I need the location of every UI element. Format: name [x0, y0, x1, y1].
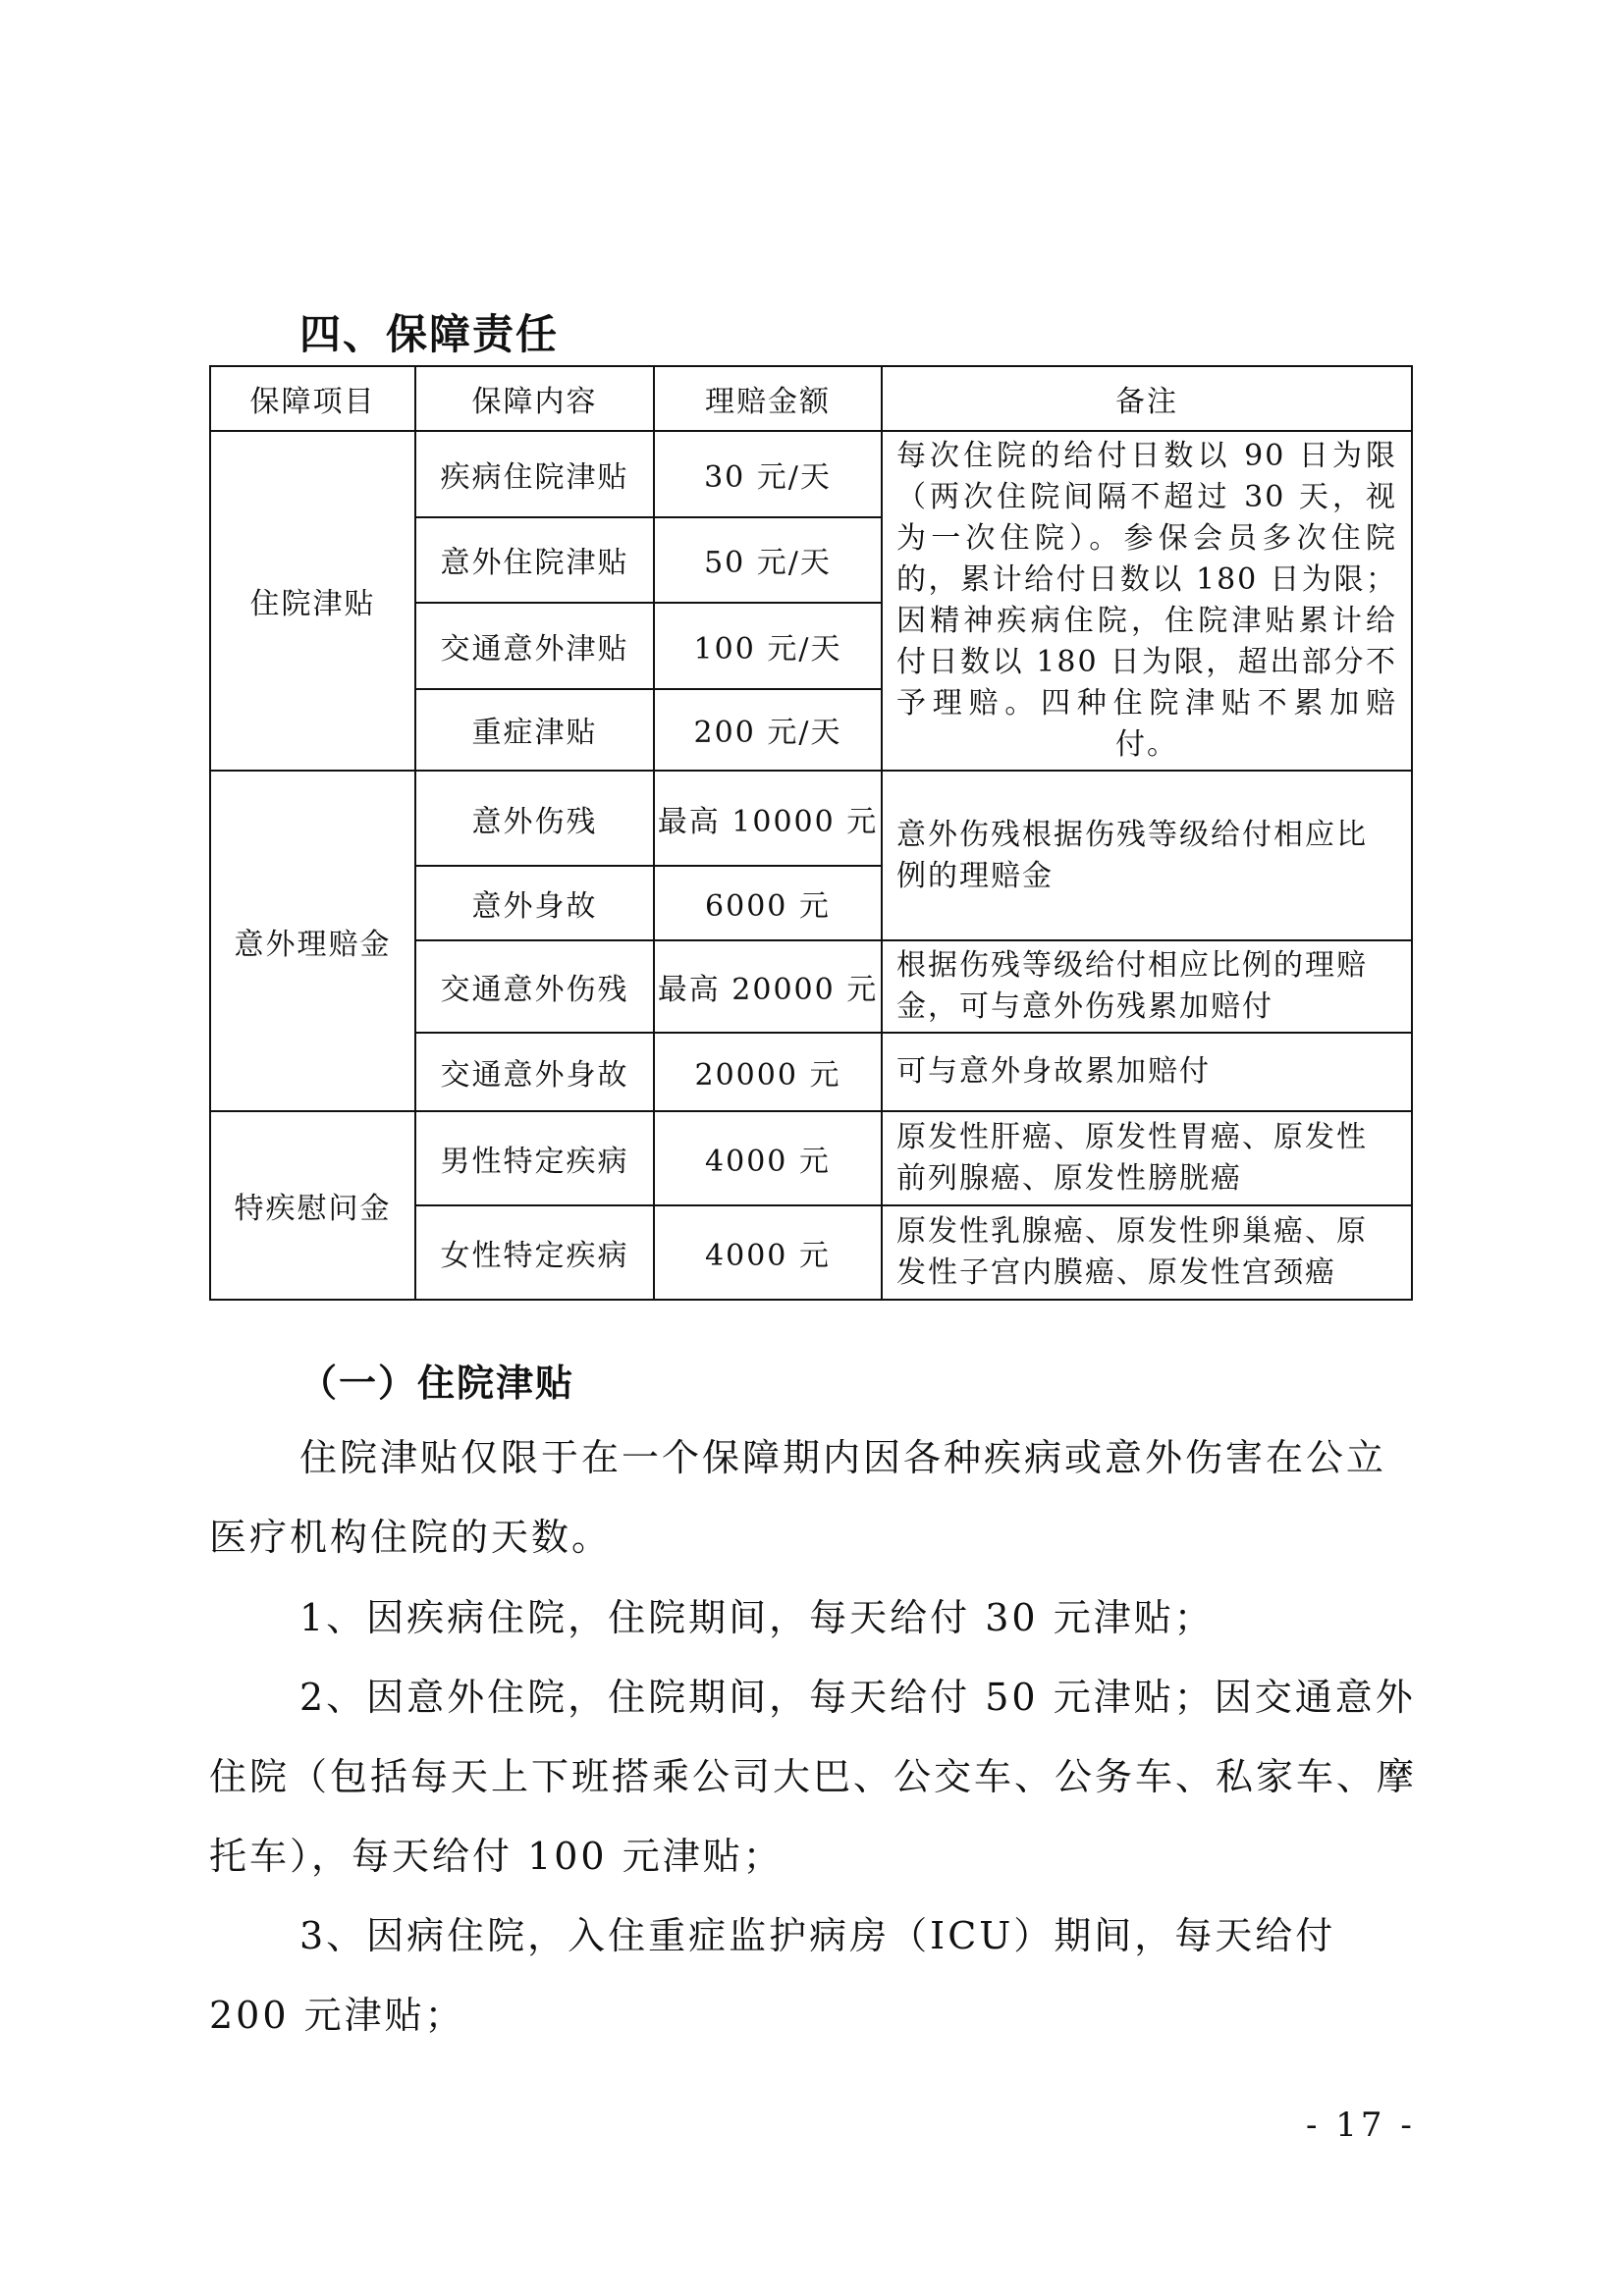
amount-cell: 4000 元	[654, 1111, 882, 1205]
item-cell: 男性特定疾病	[415, 1111, 654, 1205]
header-category: 保障项目	[210, 366, 415, 431]
page-number: - 17 -	[1306, 2106, 1416, 2145]
item-cell: 交通意外伤残	[415, 940, 654, 1033]
amount-cell: 20000 元	[654, 1033, 882, 1111]
amount-cell: 最高 20000 元	[654, 940, 882, 1033]
note-cell: 原发性肝癌、原发性胃癌、原发性前列腺癌、原发性膀胱癌	[882, 1111, 1412, 1205]
amount-cell: 50 元/天	[654, 517, 882, 604]
note-cell: 可与意外身故累加赔付	[882, 1033, 1412, 1111]
category-cell: 特疾慰问金	[210, 1111, 415, 1300]
amount-cell: 30 元/天	[654, 431, 882, 517]
amount-cell: 最高 10000 元	[654, 771, 882, 866]
header-amount: 理赔金额	[654, 366, 882, 431]
note-cell: 每次住院的给付日数以 90 日为限（两次住院间隔不超过 30 天，视为一次住院）。参保会员多次住院的，累计给付日数以 180 日为限；因精神疾病住院，住院津贴累计给付日数以 180 日为限，超出部分不予理赔。四种住院津贴不累加赔付。	[882, 431, 1412, 771]
note-cell: 原发性乳腺癌、原发性卵巢癌、原发性子宫内膜癌、原发性宫颈癌	[882, 1205, 1412, 1300]
paragraph: 3、因病住院，入住重症监护病房（ICU）期间，每天给付 200 元津贴；	[209, 1914, 1336, 2037]
table-row	[210, 771, 1412, 866]
category-cell: 意外理赔金	[210, 771, 415, 1111]
amount-cell: 6000 元	[654, 866, 882, 940]
note-cell: 根据伤残等级给付相应比例的理赔金，可与意外伤残累加赔付	[882, 940, 1412, 1033]
table-row	[210, 1111, 1412, 1205]
note-cell: 意外伤残根据伤残等级给付相应比例的理赔金	[882, 771, 1412, 940]
amount-cell: 4000 元	[654, 1205, 882, 1300]
coverage-table	[209, 365, 1413, 1301]
item-cell: 意外身故	[415, 866, 654, 940]
item-cell: 重症津贴	[415, 689, 654, 771]
item-cell: 交通意外身故	[415, 1033, 654, 1111]
amount-cell: 100 元/天	[654, 603, 882, 689]
category-cell: 住院津贴	[210, 431, 415, 771]
paragraph: 1、因疾病住院，住院期间，每天给付 30 元津贴；	[299, 1596, 1215, 1639]
item-cell: 疾病住院津贴	[415, 431, 654, 517]
item-cell: 女性特定疾病	[415, 1205, 654, 1300]
paragraph: 2、因意外住院，住院期间，每天给付 50 元津贴；因交通意外住院（包括每天上下班搭乘公司大巴、公交车、公务车、私家车、摩托车），每天给付 100 元津贴；	[209, 1676, 1418, 1878]
subsection-title: （一）住院津贴	[299, 1361, 575, 1405]
item-cell: 意外伤残	[415, 771, 654, 866]
table-row	[210, 431, 1412, 517]
section-title: 四、保障责任	[299, 310, 560, 358]
amount-cell: 200 元/天	[654, 689, 882, 771]
item-cell: 意外住院津贴	[415, 517, 654, 604]
header-note: 备注	[882, 366, 1412, 431]
paragraph: 住院津贴仅限于在一个保障期内因各种疾病或意外伤害在公立医疗机构住院的天数。	[209, 1436, 1387, 1559]
header-content: 保障内容	[415, 366, 654, 431]
item-cell: 交通意外津贴	[415, 603, 654, 689]
table-header-row	[210, 366, 1412, 431]
